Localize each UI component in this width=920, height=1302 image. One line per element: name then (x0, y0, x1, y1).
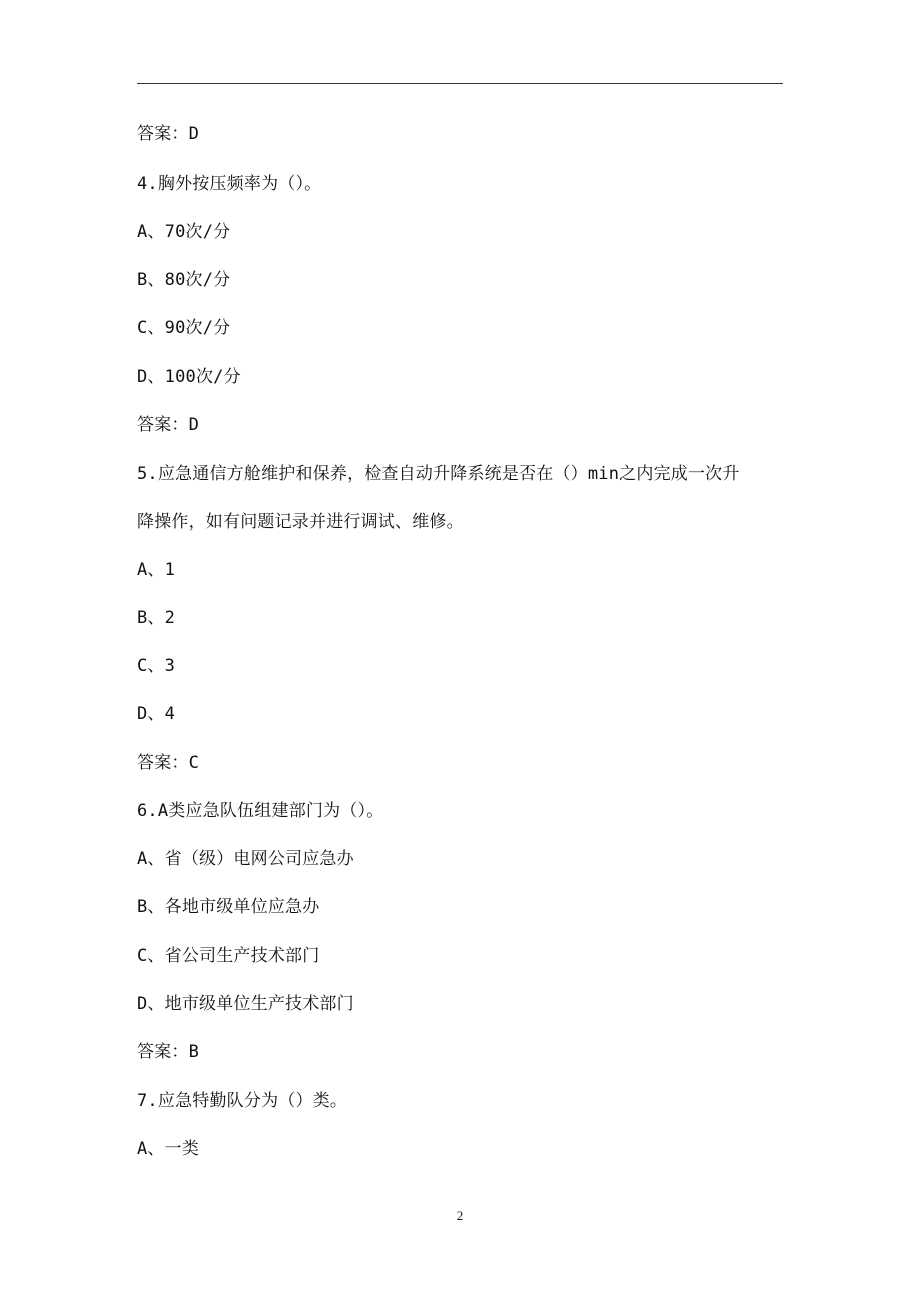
question-4: 4.胸外按压频率为（）。 (137, 174, 322, 194)
question-7: 7.应急特勤队分为（）类。 (137, 1091, 348, 1111)
q4-option-a: A、70次/分 (137, 222, 231, 242)
q4-option-d: D、100次/分 (137, 367, 241, 387)
question-5-line-2: 降操作，如有问题记录并进行调试、维修。 (137, 512, 464, 532)
page-number: 2 (456, 1208, 464, 1223)
q4-option-c: C、90次/分 (137, 318, 231, 338)
q5-option-c: C、3 (137, 656, 176, 676)
q5-option-b: B、2 (137, 608, 176, 628)
q7-option-a: A、一类 (137, 1139, 200, 1159)
q5-option-a: A、1 (137, 560, 176, 580)
answer-q6: 答案：B (137, 1042, 200, 1062)
q6-option-b: B、各地市级单位应急办 (137, 897, 320, 917)
q6-option-d: D、地市级单位生产技术部门 (137, 994, 354, 1014)
question-6: 6.A类应急队伍组建部门为（）。 (137, 801, 384, 821)
answer-q3: 答案：D (137, 124, 200, 144)
q4-option-b: B、80次/分 (137, 270, 231, 290)
header-rule (137, 83, 783, 84)
q5-option-d: D、4 (137, 704, 176, 724)
q6-option-a: A、省（级）电网公司应急办 (137, 849, 354, 869)
answer-q4: 答案：D (137, 415, 200, 435)
answer-q5: 答案：C (137, 753, 200, 773)
q6-option-c: C、省公司生产技术部门 (137, 946, 320, 966)
question-5-line-1: 5.应急通信方舱维护和保养，检查自动升降系统是否在（）min之内完成一次升 (137, 464, 740, 484)
